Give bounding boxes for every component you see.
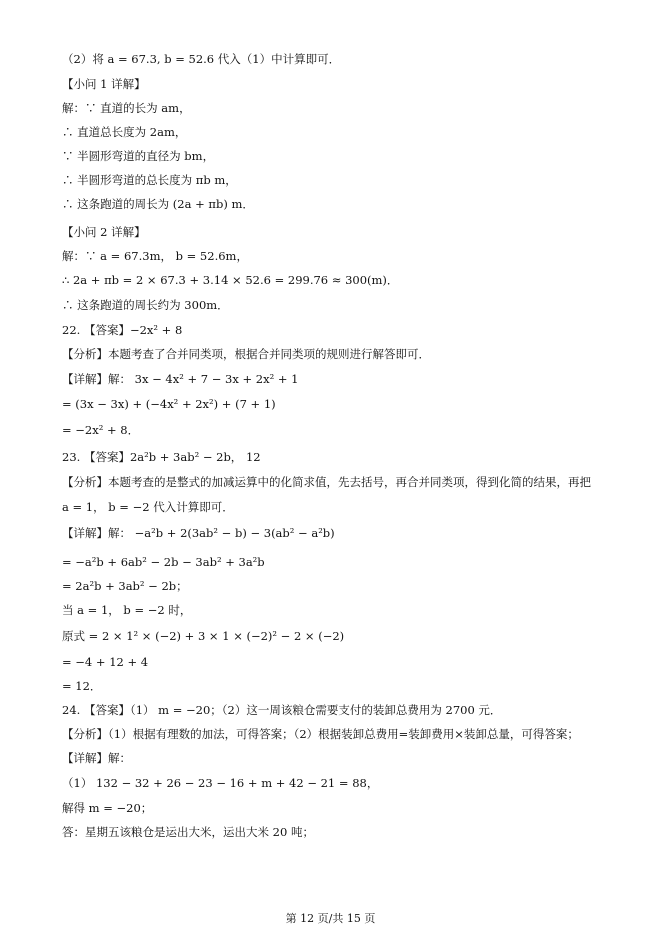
text-line: ∴ 这条跑道的周长为 (2a + πb) m． <box>62 197 254 211</box>
text-line: 【详解】解： <box>62 751 131 765</box>
text-line: 解：∵ a = 67.3m， b = 52.6m， <box>62 249 248 263</box>
text-line: ∵ 半圆形弯道的直径为 bm， <box>62 149 215 163</box>
text-line: 【分析】本题考查的是整式的加减运算中的化简求值，先去括号，再合并同类项，得到化简的结果，再把 <box>62 475 591 489</box>
text-line: = 12． <box>62 679 102 693</box>
text-line: 【分析】（1）根据有理数的加法，可得答案；（2）根据装卸总费用=装卸费用×装卸总量，可得答案； <box>62 727 579 741</box>
text-line: = −4 + 12 + 4 <box>62 655 149 669</box>
text-line: （2）将 a = 67.3, b = 52.6 代入（1）中计算即可． <box>62 52 341 66</box>
answer-line: 24. 【答案】（1） m = −20；（2）这一周该粮仓需要支付的装卸总费用为 2700 元． <box>62 703 502 717</box>
text-line: 【详解】解： −a²b + 2(3ab² − b) − 3(ab² − a²b) <box>62 526 335 540</box>
text-line: 【分析】本题考查了合并同类项，根据合并同类项的规则进行解答即可． <box>62 347 430 361</box>
text-line: 原式 = 2 × 1² × (−2) + 3 × 1 × (−2)² − 2 × (−2) <box>62 629 345 643</box>
text-line: ∴ 半圆形弯道的总长度为 πb m， <box>62 173 237 187</box>
text-line: = −a²b + 6ab² − 2b − 3ab² + 3a²b <box>62 555 265 569</box>
text-line: ∴ 这条跑道的周长约为 300m． <box>62 298 229 312</box>
answer-line: 23. 【答案】2a²b + 3ab² − 2b， 12 <box>62 450 261 464</box>
answer-line: 22. 【答案】−2x² + 8 <box>62 323 183 337</box>
text-line: 【详解】解： 3x − 4x² + 7 − 3x + 2x² + 1 <box>62 372 299 386</box>
text-line: 解得 m = −20； <box>62 801 153 815</box>
text-line: = 2a²b + 3ab² − 2b； <box>62 579 188 593</box>
section-heading: 【小问 1 详解】 <box>62 77 146 91</box>
page-footer: 第 12 页/共 15 页 <box>285 912 376 925</box>
text-line: a = 1， b = −2 代入计算即可． <box>62 500 234 514</box>
text-line: （1） 132 − 32 + 26 − 23 − 16 + m + 42 − 21 = 88， <box>62 776 379 790</box>
text-line: ∴ 2a + πb = 2 × 67.3 + 3.14 × 52.6 = 299.76 ≈ 300(m)． <box>62 273 399 287</box>
text-line: 解：∵ 直道的长为 am， <box>62 101 191 115</box>
text-line: ∴ 直道总长度为 2am， <box>62 125 187 139</box>
section-heading: 【小问 2 详解】 <box>62 225 146 239</box>
text-line: 答：星期五该粮仓是运出大米，运出大米 20 吨； <box>62 825 314 839</box>
text-line: 当 a = 1， b = −2 时， <box>62 603 192 617</box>
text-line: = −2x² + 8． <box>62 423 140 437</box>
text-line: = (3x − 3x) + (−4x² + 2x²) + (7 + 1) <box>62 397 276 411</box>
